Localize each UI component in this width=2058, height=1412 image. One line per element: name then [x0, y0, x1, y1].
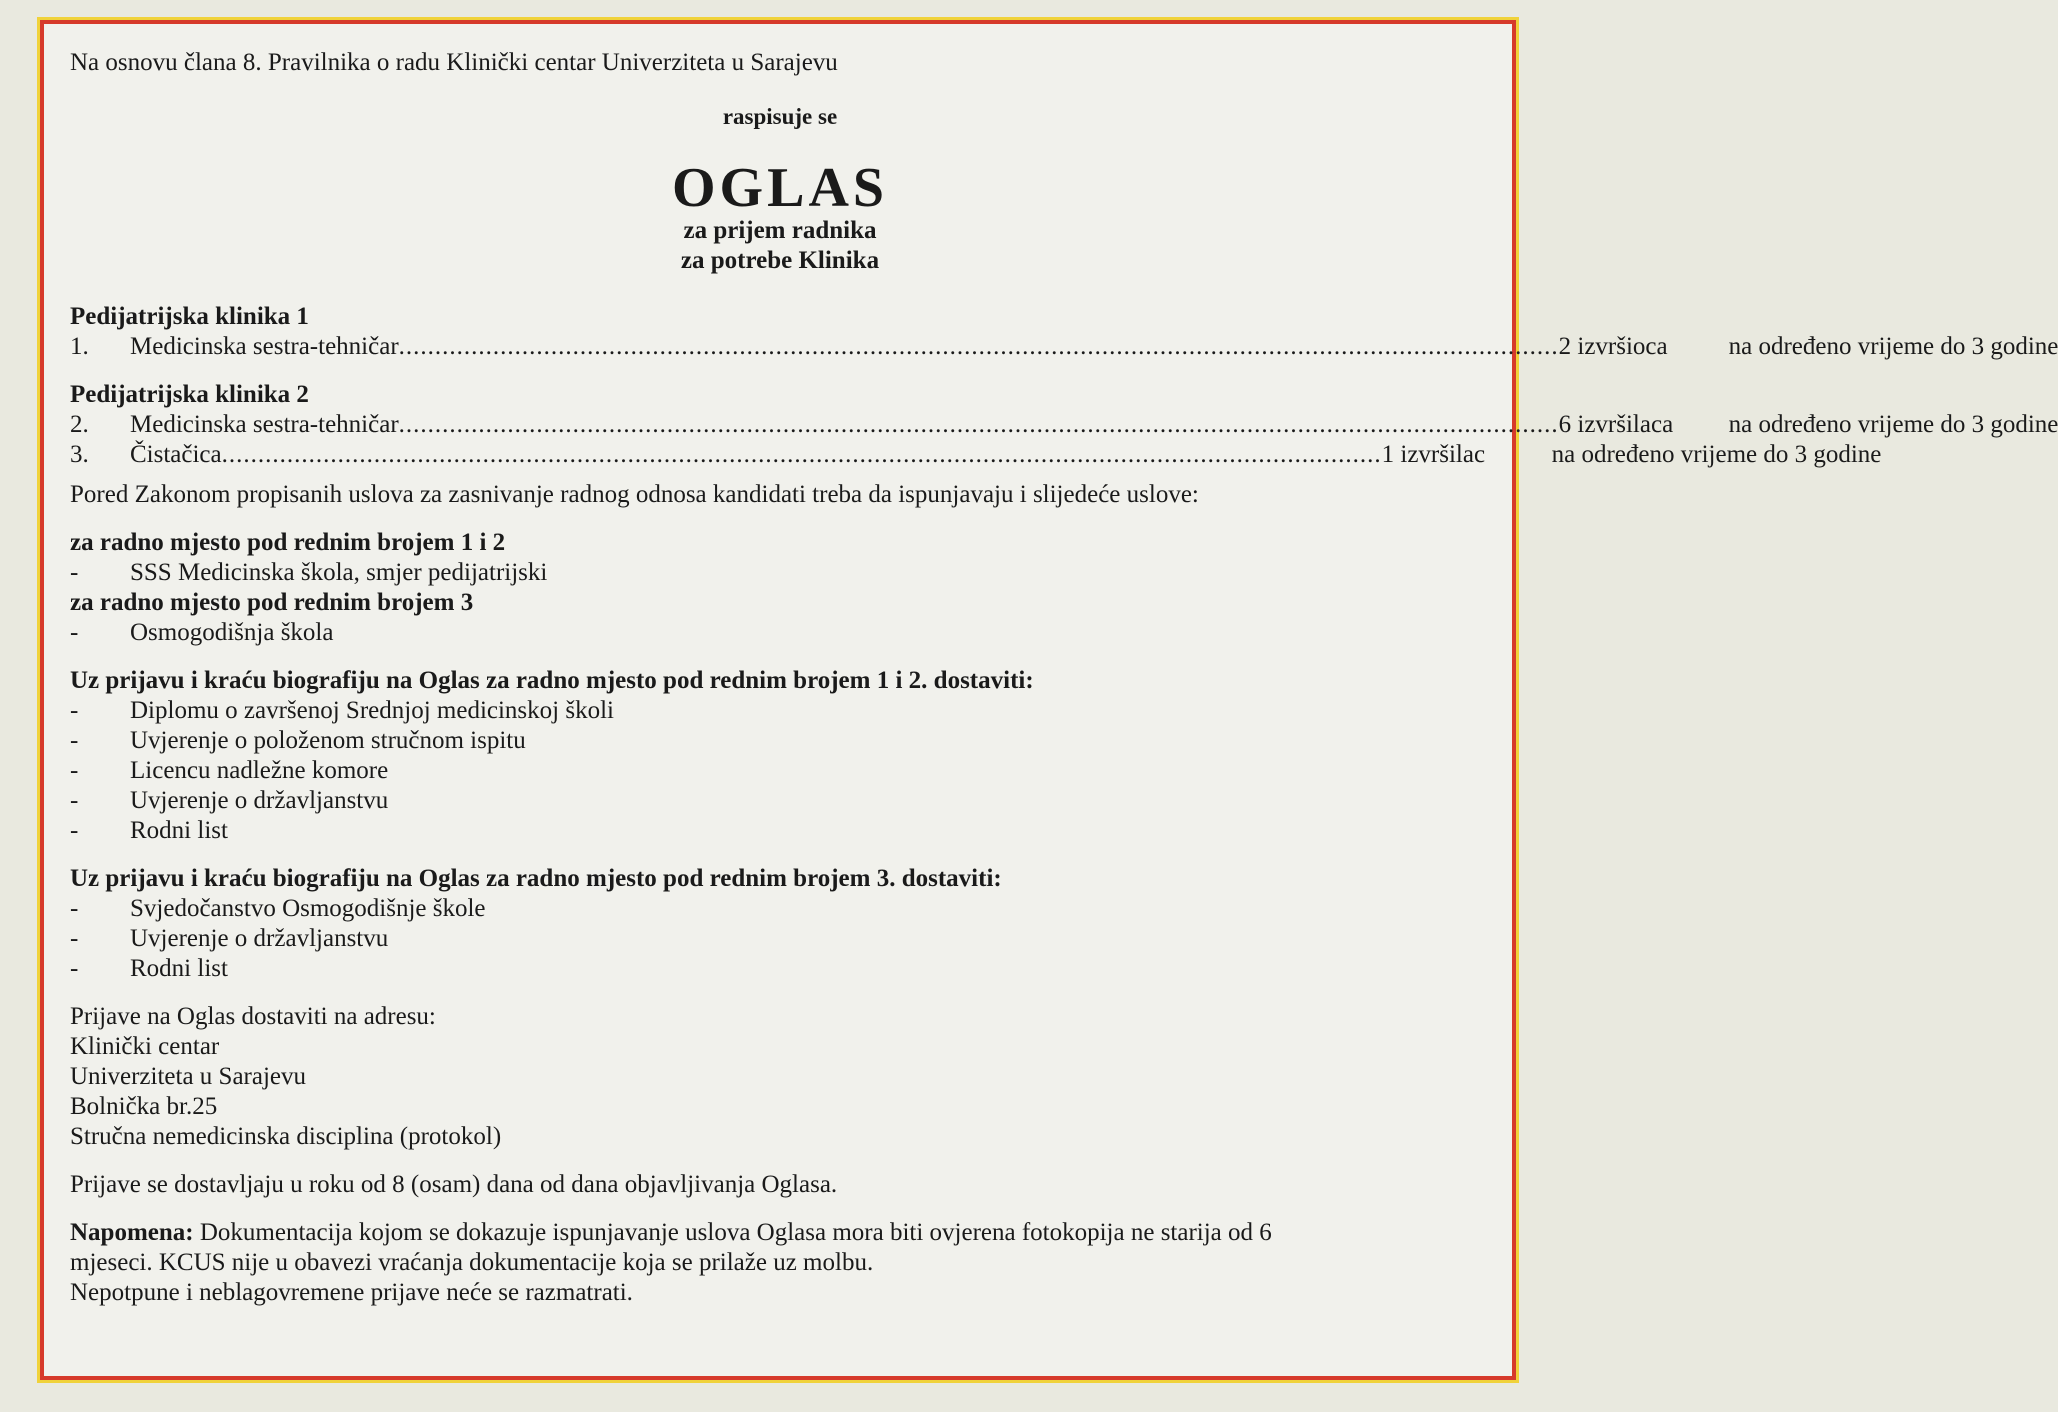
- list-item: [70, 726, 1490, 756]
- documents-3-heading: Uz prijavu i kraću biografiju na Oglas za radno mjesto pod rednim brojem 3. dostaviti:: [70, 865, 1002, 892]
- list-item: [70, 786, 1490, 816]
- clinic-2-heading: Pedijatrijska klinika 2: [70, 381, 309, 408]
- note-label: Napomena:: [70, 1219, 194, 1246]
- subtitle-2: za potrebe Klinika: [680, 247, 880, 274]
- leader-dots: ................................................................................................................................................................: [398, 333, 1559, 360]
- position-row: [70, 410, 2058, 440]
- list-item-text: Rodni list: [130, 817, 228, 844]
- list-item: [70, 816, 1490, 846]
- position-count: 6 izvršilaca: [1558, 411, 1674, 438]
- list-item: [70, 558, 1490, 588]
- address-line: Stručna nemedicinska disciplina (protokol): [70, 1123, 502, 1150]
- list-item-text: Osmogodišnja škola: [130, 619, 334, 646]
- subtitle-1: za prijem radnika: [683, 217, 877, 244]
- requirement-1-2-heading: za radno mjesto pod rednim brojem 1 i 2: [70, 529, 506, 556]
- position-row: [70, 440, 1882, 470]
- leader-dots: ................................................................................................................................................................: [398, 411, 1559, 438]
- bullet-dash: -: [70, 817, 79, 844]
- position-term: na određeno vrijeme do 3 godine: [1551, 441, 1882, 468]
- bullet-dash: -: [70, 559, 79, 586]
- row-number: 3.: [70, 441, 89, 468]
- position-row: [70, 332, 2058, 362]
- bullet-dash: -: [70, 757, 79, 784]
- page-title: OGLAS: [671, 157, 889, 219]
- ad-frame: [40, 20, 2058, 1380]
- address-line: Univerziteta u Sarajevu: [70, 1063, 307, 1090]
- list-item: [70, 954, 1490, 984]
- bullet-dash: -: [70, 895, 79, 922]
- list-item-text: SSS Medicinska škola, smjer pedijatrijski: [130, 559, 548, 586]
- position-name: Medicinska sestra-tehničar: [130, 411, 399, 438]
- bullet-dash: -: [70, 697, 79, 724]
- ad-content: [70, 48, 2058, 1308]
- bullet-dash: -: [70, 727, 79, 754]
- position-cell: [130, 440, 1382, 470]
- bullet-dash: -: [70, 955, 79, 982]
- bullet-dash: -: [70, 925, 79, 952]
- list-item: [70, 924, 1490, 954]
- address-intro: Prijave na Oglas dostaviti na adresu:: [70, 1003, 436, 1030]
- note-line-1: [70, 1218, 1490, 1248]
- list-item-text: Licencu nadležne komore: [130, 757, 389, 784]
- list-item-text: Uvjerenje o državljanstvu: [130, 925, 389, 952]
- leader-dots: ................................................................................................................................................................: [221, 441, 1382, 468]
- position-term: na određeno vrijeme do 3 godine: [1728, 333, 2058, 360]
- bullet-dash: -: [70, 619, 79, 646]
- position-count: 1 izvršilac: [1381, 441, 1486, 468]
- position-cell: [130, 410, 1559, 440]
- list-item-text: Uvjerenje o državljanstvu: [130, 787, 389, 814]
- deadline-text: Prijave se dostavljaju u roku od 8 (osam) dana od dana objavljivanja Oglasa.: [70, 1171, 838, 1198]
- list-item: [70, 696, 1490, 726]
- clinic-1-heading: Pedijatrijska klinika 1: [70, 303, 309, 330]
- position-count: 2 izvršioca: [1558, 333, 1668, 360]
- row-number: 1.: [70, 333, 89, 360]
- address-line: Klinički centar: [70, 1033, 220, 1060]
- note-text-3: Nepotpune i neblagovremene prijave neće se razmatrati.: [70, 1279, 633, 1306]
- list-item: [70, 756, 1490, 786]
- position-term: na određeno vrijeme do 3 godine: [1728, 411, 2058, 438]
- intro-text: Na osnovu člana 8. Pravilnika o radu Klinički centar Univerziteta u Sarajevu: [70, 49, 838, 76]
- requirement-3-heading: za radno mjesto pod rednim brojem 3: [70, 589, 474, 616]
- address-line: Bolnička br.25: [70, 1093, 218, 1120]
- note-text-2: mjeseci. KCUS nije u obavezi vraćanja dokumentacije koja se prilaže uz molbu.: [70, 1249, 874, 1276]
- list-item: [70, 618, 1490, 648]
- bullet-dash: -: [70, 787, 79, 814]
- row-number: 2.: [70, 411, 89, 438]
- list-item-text: Svjedočanstvo Osmogodišnje škole: [130, 895, 486, 922]
- position-name: Medicinska sestra-tehničar: [130, 333, 399, 360]
- raspisuje-text: raspisuje se: [722, 104, 838, 129]
- list-item: [70, 894, 1490, 924]
- documents-1-2-heading: Uz prijavu i kraću biografiju na Oglas za radno mjesto pod rednim brojem 1 i 2. dostaviti:: [70, 667, 1034, 694]
- position-cell: [130, 332, 1559, 362]
- conditions-intro: Pored Zakonom propisanih uslova za zasnivanje radnog odnosa kandidati treba da ispunjavaju i slijedeće uslove:: [70, 481, 1199, 508]
- list-item-text: Uvjerenje o položenom stručnom ispitu: [130, 727, 526, 754]
- position-name: Čistačica: [130, 441, 222, 468]
- list-item-text: Diplomu o završenoj Srednjoj medicinskoj školi: [130, 697, 614, 724]
- list-item-text: Rodni list: [130, 955, 228, 982]
- note-text-1: Dokumentacija kojom se dokazuje ispunjavanje uslova Oglasa mora biti ovjerena fotokopija ne starija od 6: [193, 1219, 1272, 1246]
